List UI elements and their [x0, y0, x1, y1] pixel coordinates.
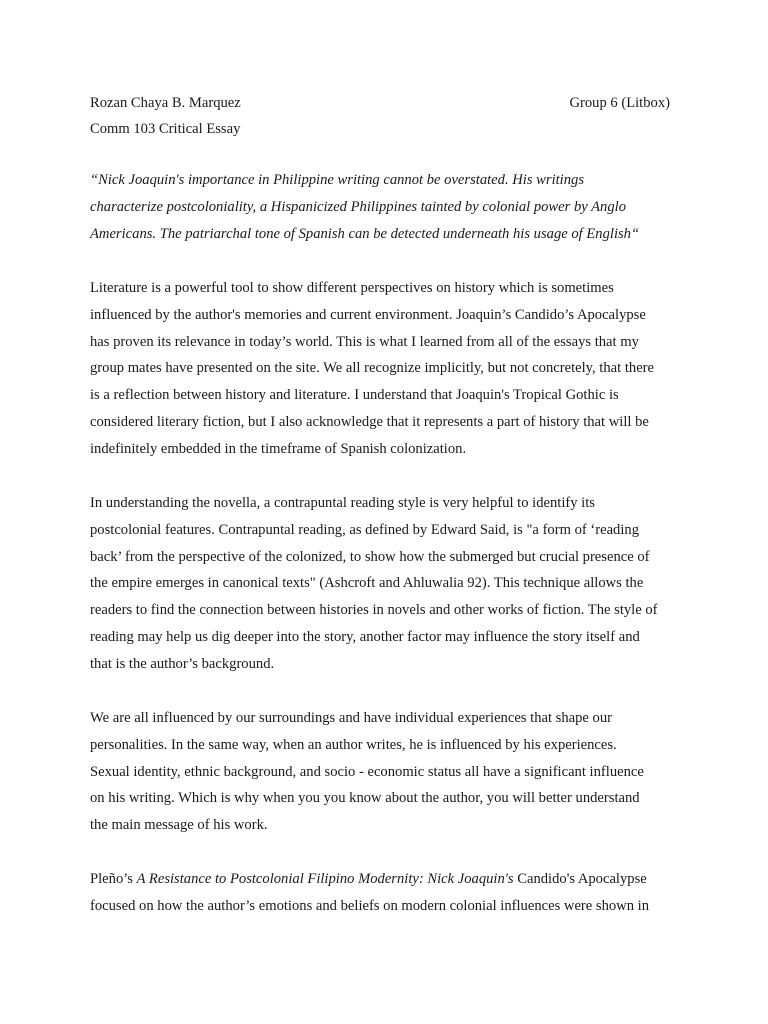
quote-line: “Nick Joaquin's importance in Philippine writing cannot be overstated. His writings — [90, 172, 585, 188]
epigraph-quote — [90, 167, 690, 247]
paragraph-line: Sexual identity, ethnic background, and socio - economic status all have a significant influence — [90, 763, 644, 780]
paragraph-4 — [90, 866, 690, 920]
paragraph-line: We are all influenced by our surroundings and have individual experiences that shape our — [90, 710, 612, 726]
paragraph-line: readers to find the connection between histories in novels and other works of fiction. The style of — [90, 602, 658, 619]
paragraph-line: indefinitely embedded in the timeframe of Spanish colonization. — [90, 440, 467, 457]
paragraph-line: is a reflection between history and literature. I understand that Joaquin's Tropical Gothic is — [90, 387, 619, 404]
paragraph-line: back’ from the perspective of the colonized, to show how the submerged but crucial presence of — [90, 548, 650, 565]
group-label: Group 6 (Litbox) — [569, 95, 670, 111]
paragraph-line: on his writing. Which is why when you you know about the author, you will better understand — [90, 790, 640, 807]
paragraph-2 — [90, 490, 690, 678]
line-suffix: Candido's Apocalypse — [513, 871, 647, 887]
paragraph-line: group mates have presented on the site. We all recognize implicitly, but not concretely, that there — [90, 360, 655, 377]
paragraph-line: reading may help us dig deeper into the story, another factor may influence the story itself and — [90, 628, 640, 645]
paragraph-3 — [90, 705, 690, 839]
paragraph-line: influenced by the author's memories and current environment. Joaquin’s Candido’s Apocalypse — [90, 306, 646, 323]
quote-line: Americans. The patriarchal tone of Spanish can be detected underneath his usage of English“ — [90, 225, 640, 242]
paragraph-line: Literature is a powerful tool to show different perspectives on history which is sometimes — [90, 280, 614, 296]
paragraph-line: the empire emerges in canonical texts" (Ashcroft and Ahluwalia 92). This technique allows the — [90, 575, 644, 592]
header-row — [90, 93, 670, 113]
paragraph-line — [90, 866, 690, 893]
paragraph-line: In understanding the novella, a contrapuntal reading style is very helpful to identify its — [90, 495, 595, 511]
paragraph-line: that is the author’s background. — [90, 655, 275, 672]
paragraph-line: focused on how the author’s emotions and beliefs on modern colonial influences were shown in — [90, 897, 650, 914]
paragraph-line: considered literary fiction, but I also acknowledge that it represents a part of history that will be — [90, 413, 649, 430]
quote-line: characterize postcoloniality, a Hispanicized Philippines tainted by colonial power by Anglo — [90, 198, 626, 215]
course-title: Comm 103 Critical Essay — [90, 121, 241, 137]
paragraph-line: has proven its relevance in today’s world. This is what I learned from all of the essays that my — [90, 333, 639, 350]
cited-title: A Resistance to Postcolonial Filipino Modernity: Nick Joaquin's — [136, 871, 514, 887]
paragraph-line: the main message of his work. — [90, 817, 268, 834]
paragraph-1 — [90, 275, 690, 463]
paragraph-line: personalities. In the same way, when an author writes, he is influenced by his experiences. — [90, 736, 617, 753]
line-prefix: Pleño’s — [90, 871, 137, 887]
author-name: Rozan Chaya B. Marquez — [90, 95, 241, 111]
paragraph-line: postcolonial features. Contrapuntal reading, as defined by Edward Said, is "a form of ‘reading — [90, 521, 640, 538]
